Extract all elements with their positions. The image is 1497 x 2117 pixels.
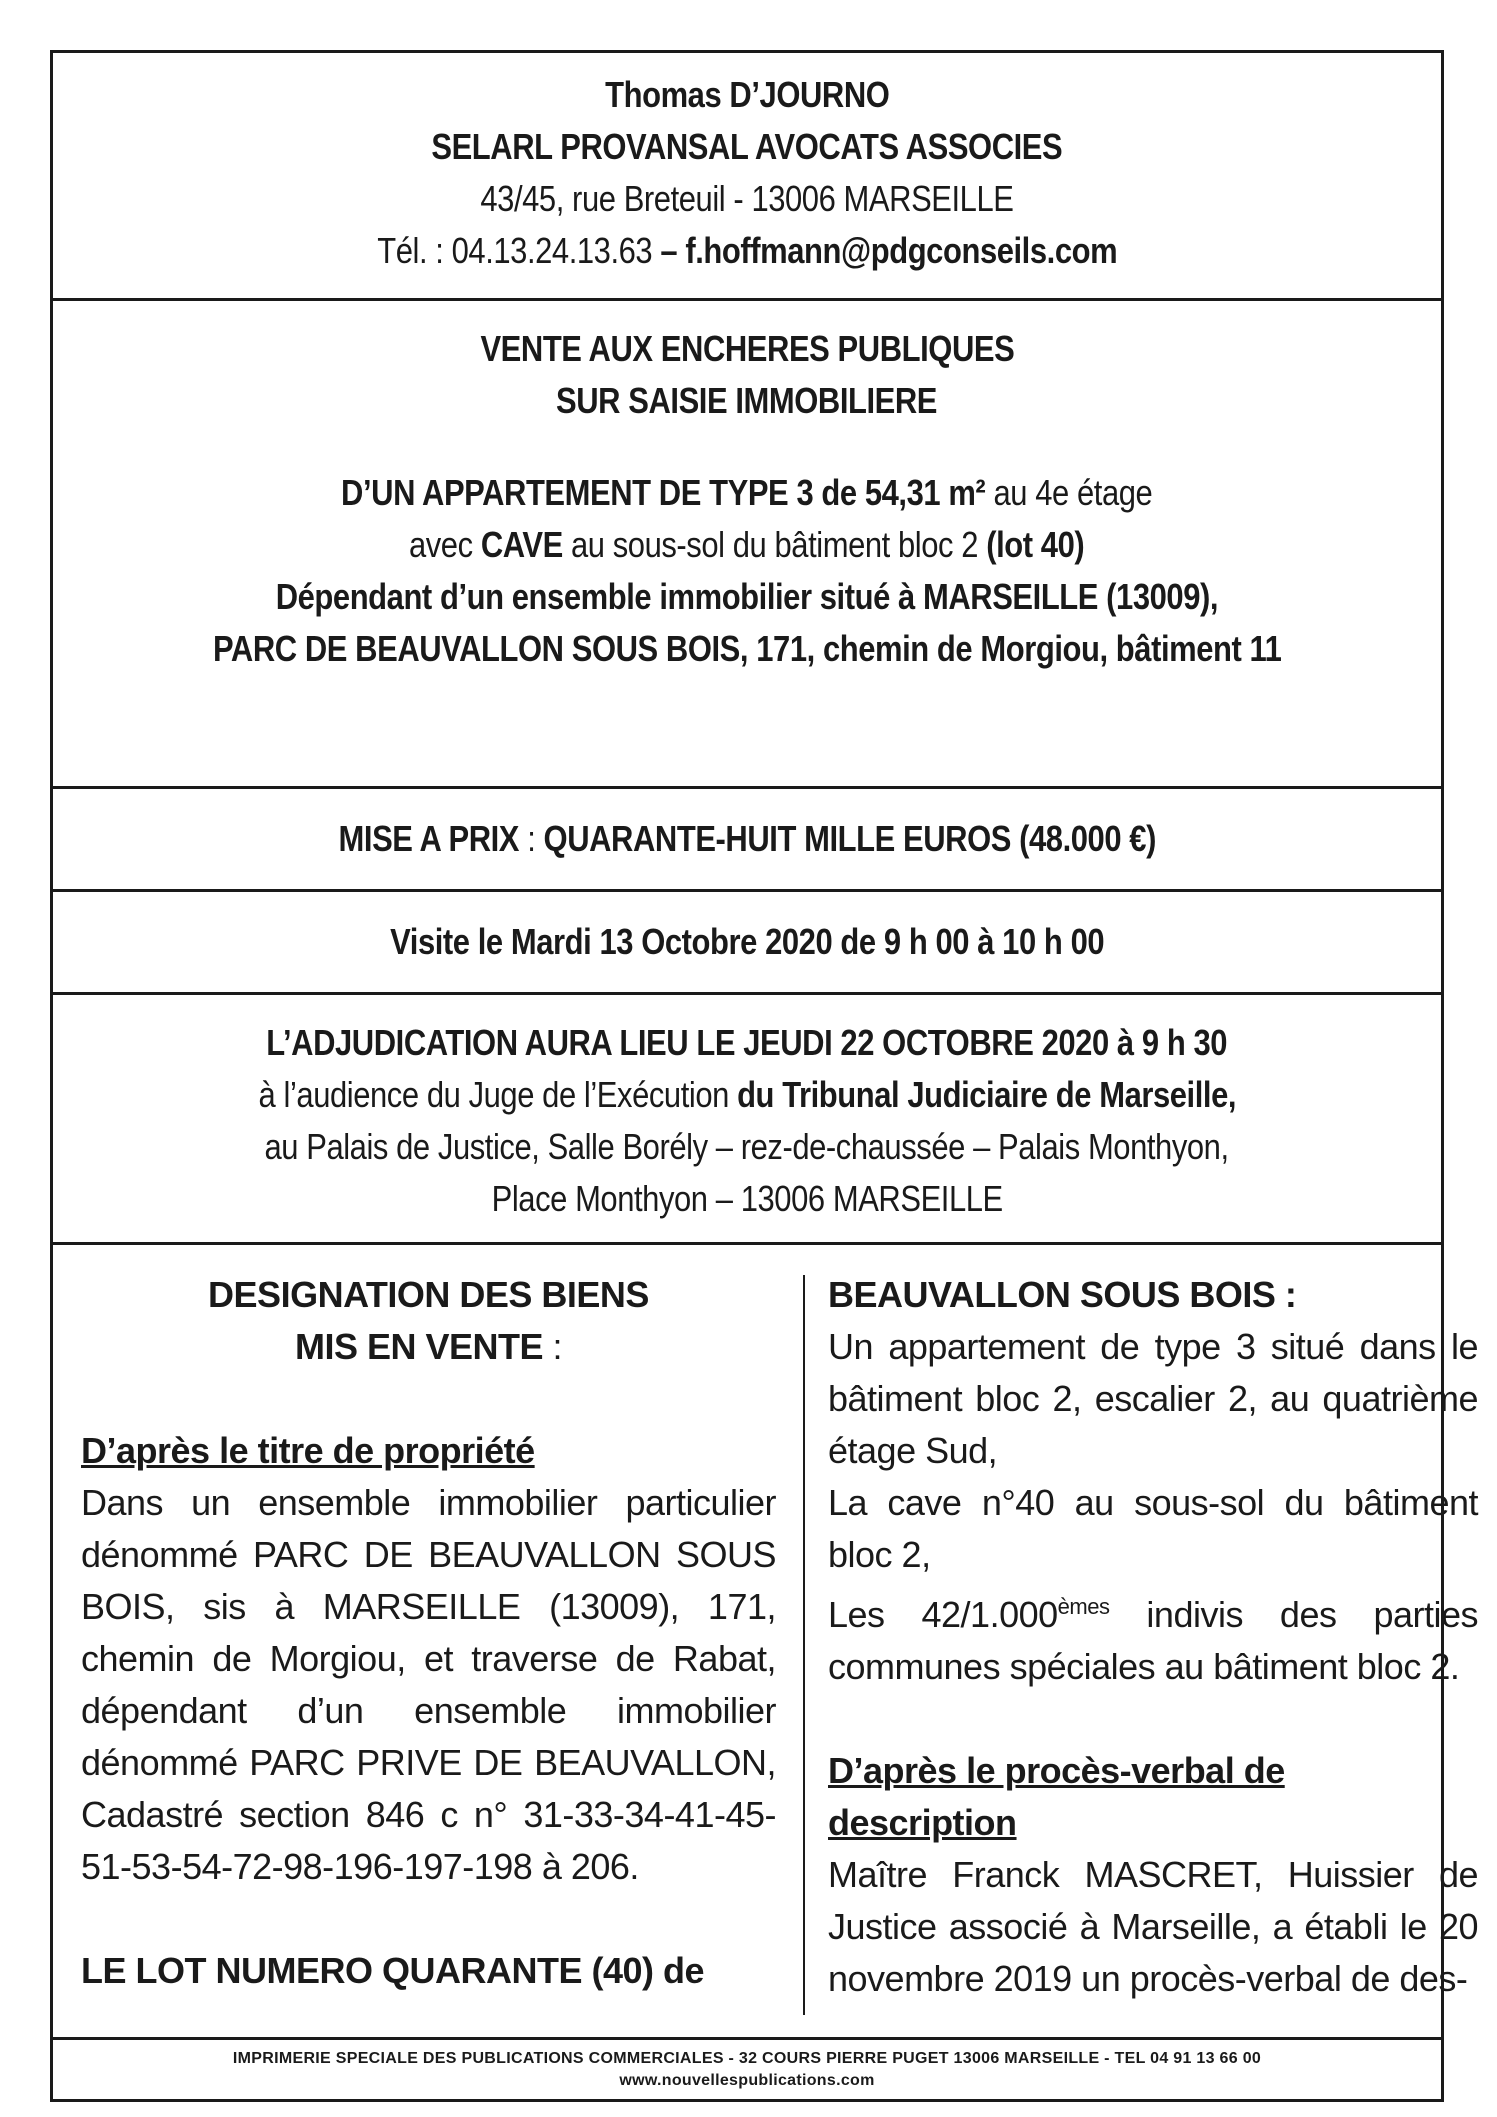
court-address: Place Monthyon – 13006 MARSEILLE [491,1178,1003,1219]
right-heading: BEAUVALLON SOUS BOIS : [828,1274,1297,1315]
common-parts-suffix: èmes [1057,1594,1110,1619]
cave-prefix: avec [409,524,482,565]
common-parts-fraction: Les 42/1.000 [828,1594,1058,1635]
property-floor: au 4e étage [985,472,1153,513]
designation-heading-colon: : [543,1326,563,1367]
apartment-description: Un appartement de type 3 situé dans le bâtiment bloc 2, escalier 2, au quatrième étage Sud, [828,1326,1478,1471]
column-divider [803,1275,805,2015]
firm-email: – f.hoffmann@pdgconseils.com [660,230,1117,271]
designation-section [53,1245,1478,2043]
adjudication-section [53,995,1441,1245]
sale-title-2: SUR SAISIE IMMOBILIERE [556,380,938,421]
title-deed-body: Dans un ensemble immobilier particulier dénommé PARC DE BEAUVALLON SOUS BOIS, sis à MARSEILLE (13009), 171, chemin de Morgiou, et traverse de Rabat, dépendant d’un ensemble immobilier dénommé PARC PRIVE DE BEAUVALLON, Cadastré section 846 c n° 31-33-34-41-45-51-53-54-72-98-196-197-198 à 206. [81,1482,776,1887]
common-parts-rest: indivis des parties communes spéciales au bâtiment bloc 2. [828,1594,1478,1687]
lot-heading: LE LOT NUMERO QUARANTE (40) de [81,1950,705,1991]
left-column [81,1245,776,1997]
right-column [828,1245,1478,2005]
firm-address: 43/45, rue Breteuil - 13006 MARSEILLE [480,178,1014,219]
report-body: Maître Franck MASCRET, Huissier de Justice associé à Marseille, a établi le 20 novembre 2019 un procès-verbal de des- [828,1854,1478,1999]
visit-section [53,892,1441,995]
sale-section [53,301,1441,789]
adjudication-title: L’ADJUDICATION AURA LIEU LE JEUDI 22 OCTOBRE 2020 à 9 h 30 [266,1022,1228,1063]
printer-footer [53,2037,1441,2099]
lot-number: (lot 40) [986,524,1085,565]
court-name: du Tribunal Judiciaire de Marseille, [736,1074,1236,1115]
printer-info: IMPRIMERIE SPECIALE DES PUBLICATIONS COMMERCIALES - 32 COURS PIERRE PUGET 13006 MARSEILLE - TEL 04 91 13 66 00 [232,2050,1262,2067]
firm-phone: Tél. : 04.13.24.13.63 [377,230,652,271]
price-value: QUARANTE-HUIT MILLE EUROS (48.000 €) [543,818,1156,859]
printer-website[interactable]: www.nouvellespublications.com [619,2072,875,2089]
cave-label: CAVE [481,524,564,565]
sale-title-1: VENTE AUX ENCHERES PUBLIQUES [480,328,1014,369]
law-firm: SELARL PROVANSAL AVOCATS ASSOCIES [431,126,1063,167]
notice-frame [50,50,1478,2102]
court-room: au Palais de Justice, Salle Borély – rez-de-chaussée – Palais Monthyon, [264,1126,1230,1167]
designation-heading-2: MIS EN VENTE [294,1326,544,1367]
cave-location: au sous-sol du bâtiment bloc 2 [563,524,987,565]
property-address: PARC DE BEAUVALLON SOUS BOIS, 171, chemin de Morgiou, bâtiment 11 [212,628,1282,669]
property-city: Dépendant d’un ensemble immobilier situé à MARSEILLE (13009), [275,576,1219,617]
court-intro: à l’audience du Juge de l’Exécution [258,1074,737,1115]
report-heading: D’après le procès-verbal de description [828,1750,1285,1843]
cave-description: La cave n°40 au sous-sol du bâtiment bloc 2, [828,1482,1478,1575]
common-parts [828,1581,1478,1693]
price-separator: : [518,818,544,859]
lawyer-header [53,53,1441,301]
price-label: MISE A PRIX [338,818,519,859]
lawyer-name: Thomas D’JOURNO [604,74,890,115]
title-deed-heading: D’après le titre de propriété [81,1430,535,1471]
designation-heading-1: DESIGNATION DES BIENS [208,1274,649,1315]
price-section [53,789,1441,892]
visit-date: Visite le Mardi 13 Octobre 2020 de 9 h 00 à 10 h 00 [389,921,1105,962]
property-type: D’UN APPARTEMENT DE TYPE 3 de 54,31 m² [341,472,986,513]
